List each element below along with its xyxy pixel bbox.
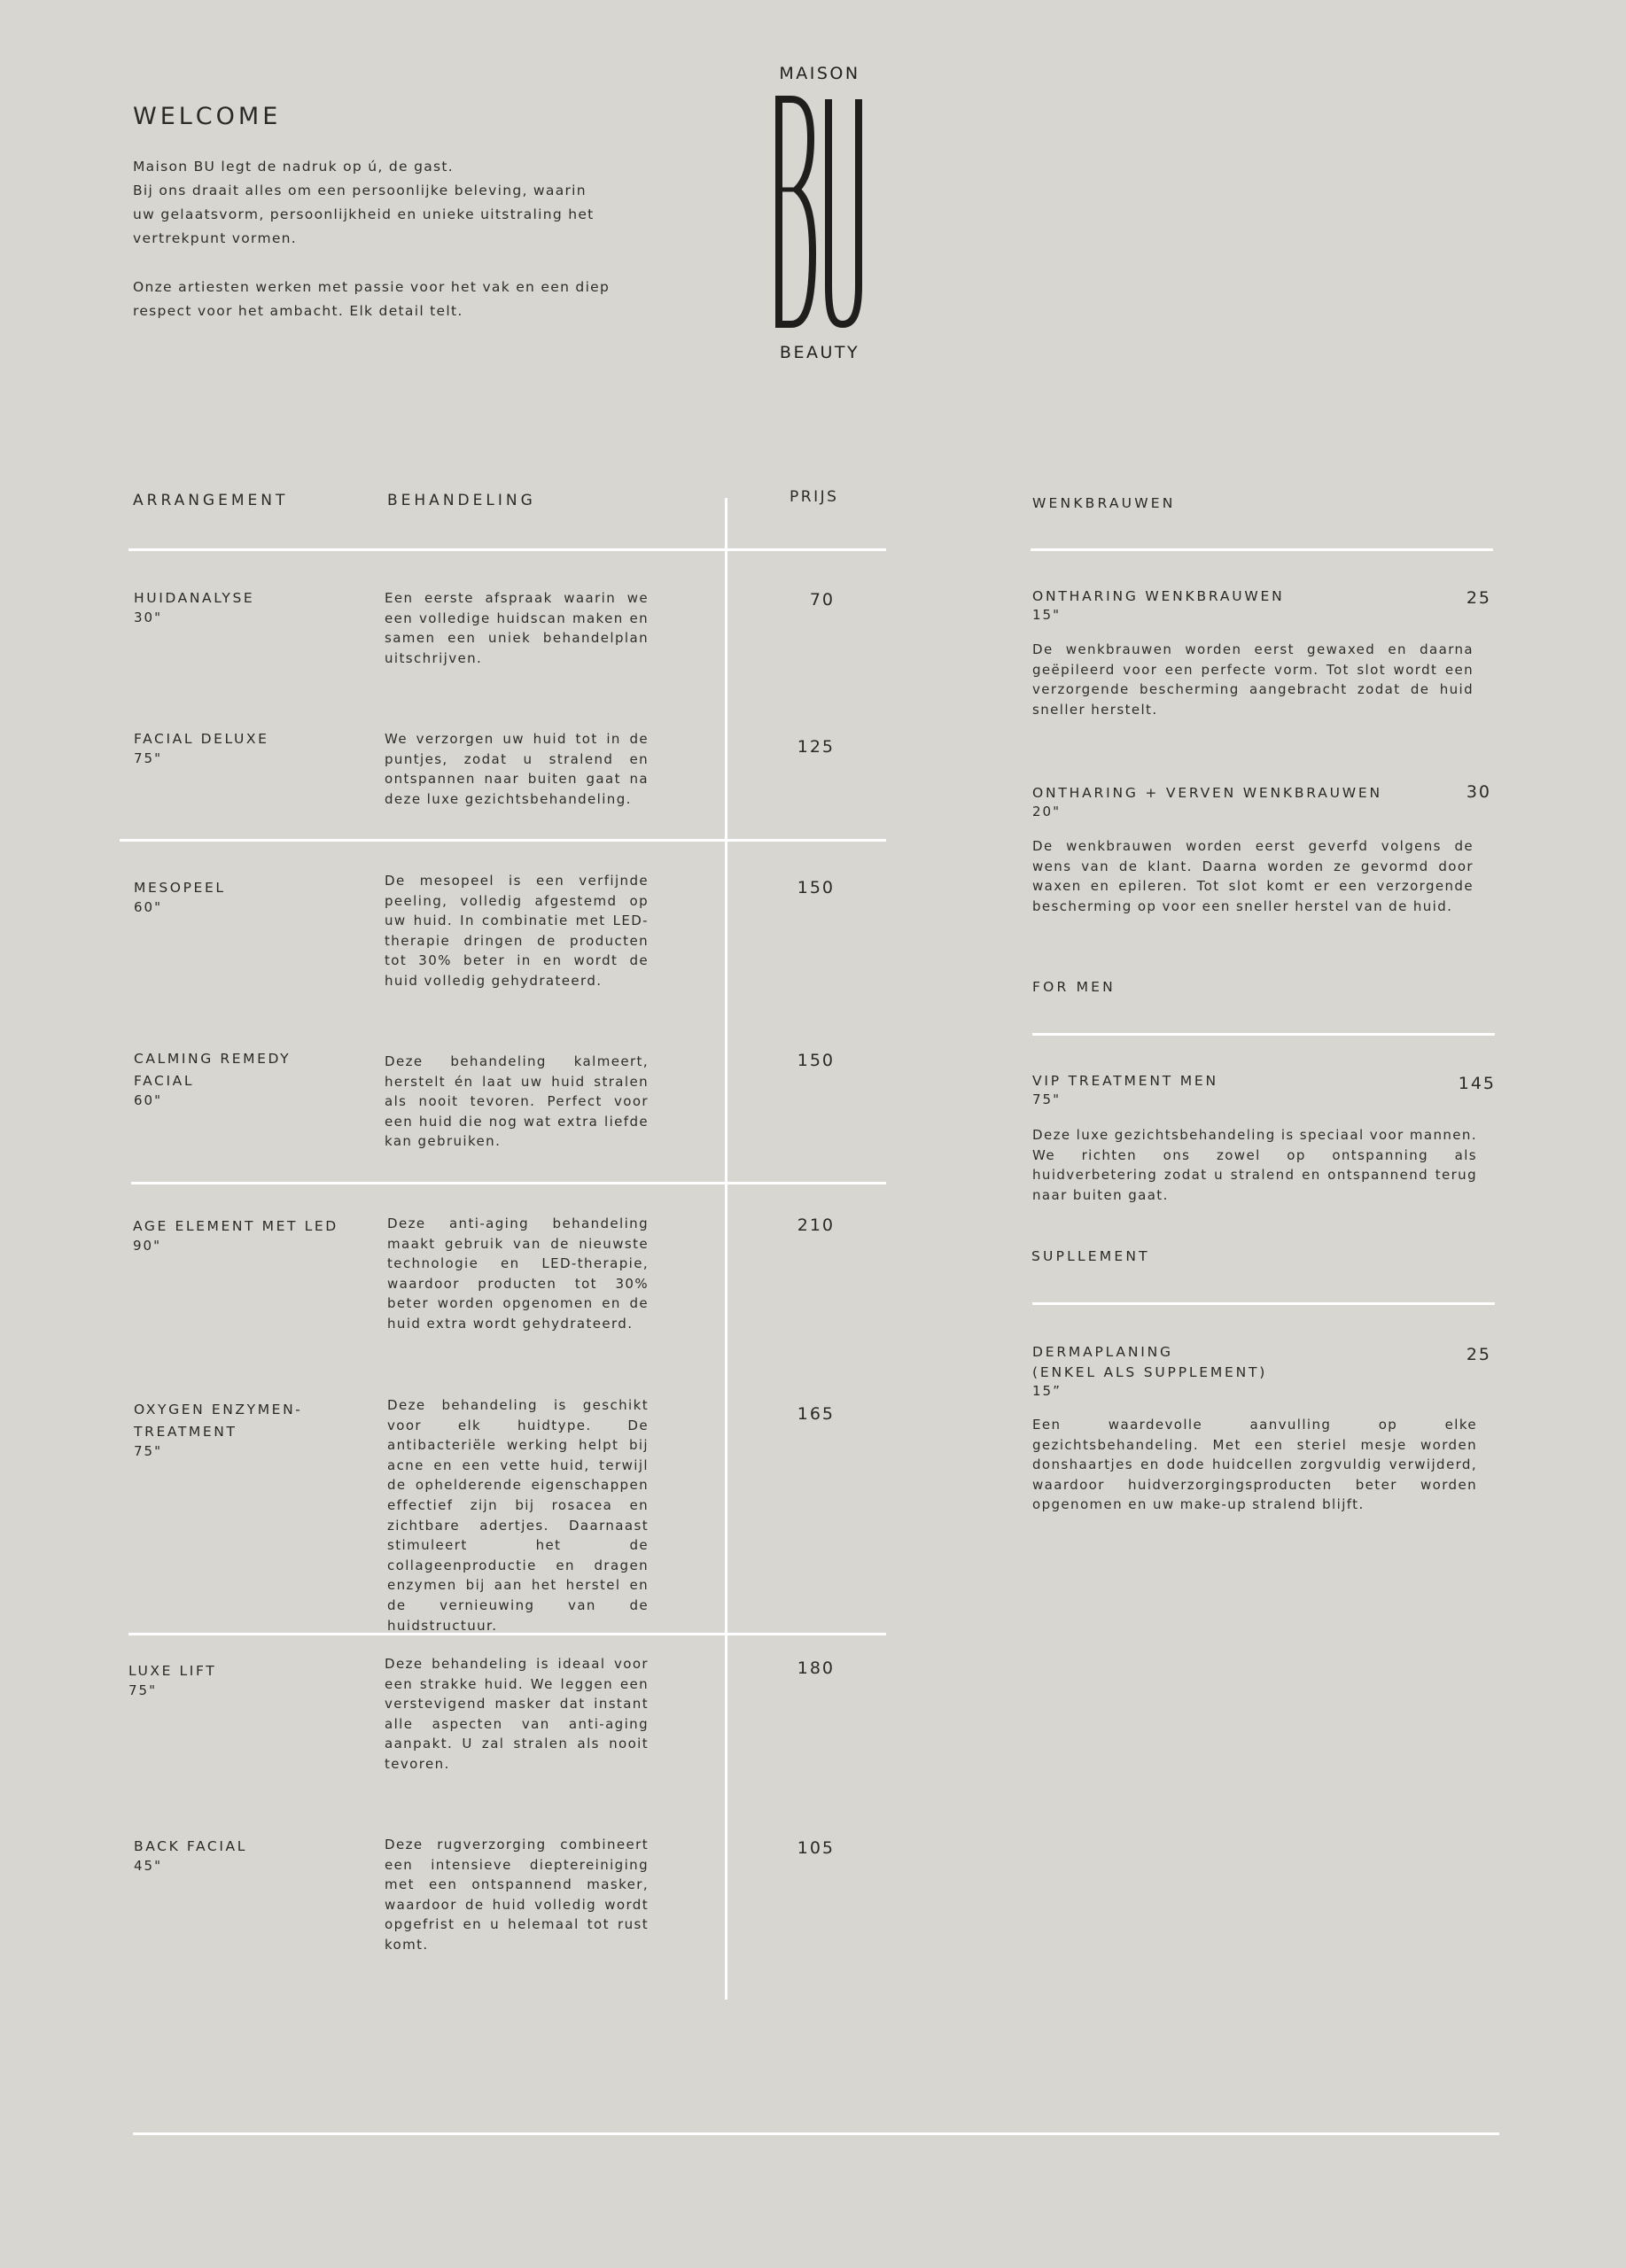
treatment-description: De mesopeel is een verfijnde peeling, volledig afgestemd op uw huid. In combinatie met LED-therapie dringen de producten tot 30% beter in en wordt de huid volledig gehydrateerd. — [385, 873, 649, 989]
treatment-row — [134, 1836, 364, 1874]
section-divider — [1032, 1033, 1495, 1036]
bu-monogram-icon — [775, 96, 864, 328]
treatment-duration: 75" — [134, 1443, 162, 1459]
intro-line-1: Maison BU legt de nadruk op ú, de gast. — [133, 159, 454, 175]
treatment-price: 125 — [797, 737, 835, 757]
treatment-description: Deze behandeling is ideaal voor een strakke huid. We leggen een verstevigend masker dat instant alle aspecten van anti-aging aanpakt. U zal stralen als nooit tevoren. — [385, 1656, 649, 1772]
service-price: 145 — [1458, 1074, 1496, 1093]
service-description: De wenkbrauwen worden eerst geverfd volgens de wens van de klant. Daarna worden ze gevormd door waxen en epileren. Tot slot komt er een verzorgende bescherming op voor een sneller herstel van de huid. — [1032, 838, 1474, 914]
welcome-title: WELCOME — [133, 103, 282, 130]
service-item — [1032, 1342, 1413, 1399]
treatment-name: AGE ELEMENT MET LED — [133, 1218, 338, 1234]
treatment-price: 150 — [797, 1051, 835, 1070]
service-name: ONTHARING WENKBRAUWEN — [1032, 588, 1285, 604]
service-description: Deze luxe gezichtsbehandeling is speciaal voor mannen. We richten ons zowel op ontspanning als huidverbetering zodat u stralend en ontspannend terug naar buiten gaat. — [1032, 1127, 1477, 1203]
section-heading-wenkbrauwen: WENKBRAUWEN — [1032, 495, 1176, 511]
intro-paragraph-1 — [133, 155, 611, 251]
treatment-name: BACK FACIAL — [134, 1838, 247, 1854]
treatment-duration: 60" — [134, 1092, 162, 1108]
footer-divider — [133, 2132, 1499, 2135]
service-price: 25 — [1466, 1345, 1491, 1364]
logo-maison: MAISON — [779, 64, 860, 83]
treatment-price: 150 — [797, 878, 835, 897]
treatment-name: HUIDANALYSE — [134, 590, 255, 606]
column-header-arrangement: ARRANGEMENT — [133, 492, 289, 509]
section-divider — [1031, 548, 1493, 551]
service-name: DERMAPLANING — [1032, 1344, 1173, 1360]
service-name-note: (ENKEL ALS SUPPLEMENT) — [1032, 1364, 1268, 1380]
treatment-price: 180 — [797, 1658, 835, 1678]
treatment-row — [134, 1048, 311, 1108]
service-item — [1032, 1071, 1413, 1107]
service-price: 30 — [1466, 782, 1491, 802]
treatment-name: LUXE LIFT — [128, 1663, 217, 1679]
service-duration: 15" — [1032, 607, 1061, 623]
treatment-name: OXYGEN ENZYMEN-TREATMENT — [134, 1402, 303, 1440]
service-duration: 20" — [1032, 804, 1061, 819]
treatment-row — [134, 728, 364, 766]
service-price: 25 — [1466, 588, 1491, 608]
service-duration: 15” — [1032, 1383, 1062, 1399]
logo-mark — [775, 96, 864, 331]
intro-paragraph-2: Onze artiesten werken met passie voor het vak en een diep respect voor het ambacht. Elk detail telt. — [133, 279, 611, 319]
treatment-duration: 60" — [134, 899, 162, 915]
service-description: De wenkbrauwen worden eerst gewaxed en daarna geëpileerd voor een perfecte vorm. Tot slot wordt een verzorgende bescherming aangebracht zodat de huid sneller herstelt. — [1032, 641, 1474, 718]
treatment-row — [134, 1399, 311, 1459]
treatment-name: CALMING REMEDY FACIAL — [134, 1051, 292, 1089]
service-duration: 75" — [1032, 1091, 1061, 1107]
column-header-prijs: PRIJS — [790, 488, 839, 506]
treatment-description: Deze behandeling is geschikt voor elk huidtype. De antibacteriële werking helpt bij acne en een vette huid, terwijl de ophelderende eigenschappen effectief zijn bij rosacea en zichtbare adertjes. Daarnaast stimuleert het de collageenproductie en dragen enzymen bij aan het herstel en de vernieuwing van de huidstructuur. — [387, 1397, 649, 1634]
treatment-duration: 90" — [133, 1238, 161, 1254]
service-description: Een waardevolle aanvulling op elke gezichtsbehandeling. Met een steriel mesje worden donshaartjes en dode huidcellen zorgvuldig verwijderd, waardoor huidverzorgingsproducten beter worden opgenomen en uw make-up stralend blijft. — [1032, 1417, 1477, 1513]
service-name: ONTHARING + VERVEN WENKBRAUWEN — [1032, 785, 1382, 801]
treatment-duration: 75" — [134, 750, 162, 766]
treatment-row — [128, 1660, 359, 1698]
treatment-description: We verzorgen uw huid tot in de puntjes, zodat u stralend en ontspannen naar buiten gaat na deze luxe gezichtsbehandeling. — [385, 731, 649, 807]
logo-beauty: BEAUTY — [779, 343, 860, 362]
intro-line-2: Bij ons draait alles om een persoonlijke beleving, waarin uw gelaatsvorm, persoonlijkheid en unieke uitstraling het vertrekpunt vormen. — [133, 183, 595, 246]
treatment-price: 105 — [797, 1838, 835, 1858]
price-column-divider — [725, 498, 727, 2000]
treatment-description: Deze anti-aging behandeling maakt gebruik van de nieuwste technologie en LED-therapie, waardoor producten tot 30% beter worden opgenomen en de huid extra wordt gehydrateerd. — [387, 1216, 649, 1332]
treatment-row — [134, 587, 364, 625]
treatment-price: 210 — [797, 1216, 835, 1235]
treatment-description: Een eerste afspraak waarin we een volledige huidscan maken en samen een uniek behandelplan uitschrijven. — [385, 590, 649, 666]
treatment-price: 70 — [809, 590, 835, 610]
table-divider — [131, 1182, 886, 1184]
table-divider — [120, 839, 886, 842]
treatment-row — [133, 1216, 363, 1254]
treatment-duration: 75" — [128, 1682, 157, 1698]
treatment-duration: 45" — [134, 1858, 162, 1874]
treatment-name: MESOPEEL — [134, 880, 226, 896]
treatment-description: Deze behandeling kalmeert, herstelt én laat uw huid stralen als nooit tevoren. Perfect voor een huid die nog wat extra liefde kan gebruiken. — [385, 1053, 649, 1150]
treatment-description: Deze rugverzorging combineert een intensieve dieptereiniging met een ontspannend masker, waardoor de huid volledig wordt opgefrist en u helemaal tot rust komt. — [385, 1837, 649, 1953]
section-divider — [1032, 1302, 1495, 1305]
column-header-behandeling: BEHANDELING — [387, 492, 536, 509]
service-name: VIP TREATMENT MEN — [1032, 1073, 1218, 1089]
table-divider — [128, 548, 886, 551]
section-heading-for-men: FOR MEN — [1032, 979, 1116, 995]
treatment-price: 165 — [797, 1404, 835, 1424]
section-heading-supplement: SUPLLEMENT — [1031, 1248, 1150, 1264]
treatment-name: FACIAL DELUXE — [134, 731, 269, 747]
treatment-duration: 30" — [134, 610, 162, 625]
treatment-row — [134, 877, 364, 915]
